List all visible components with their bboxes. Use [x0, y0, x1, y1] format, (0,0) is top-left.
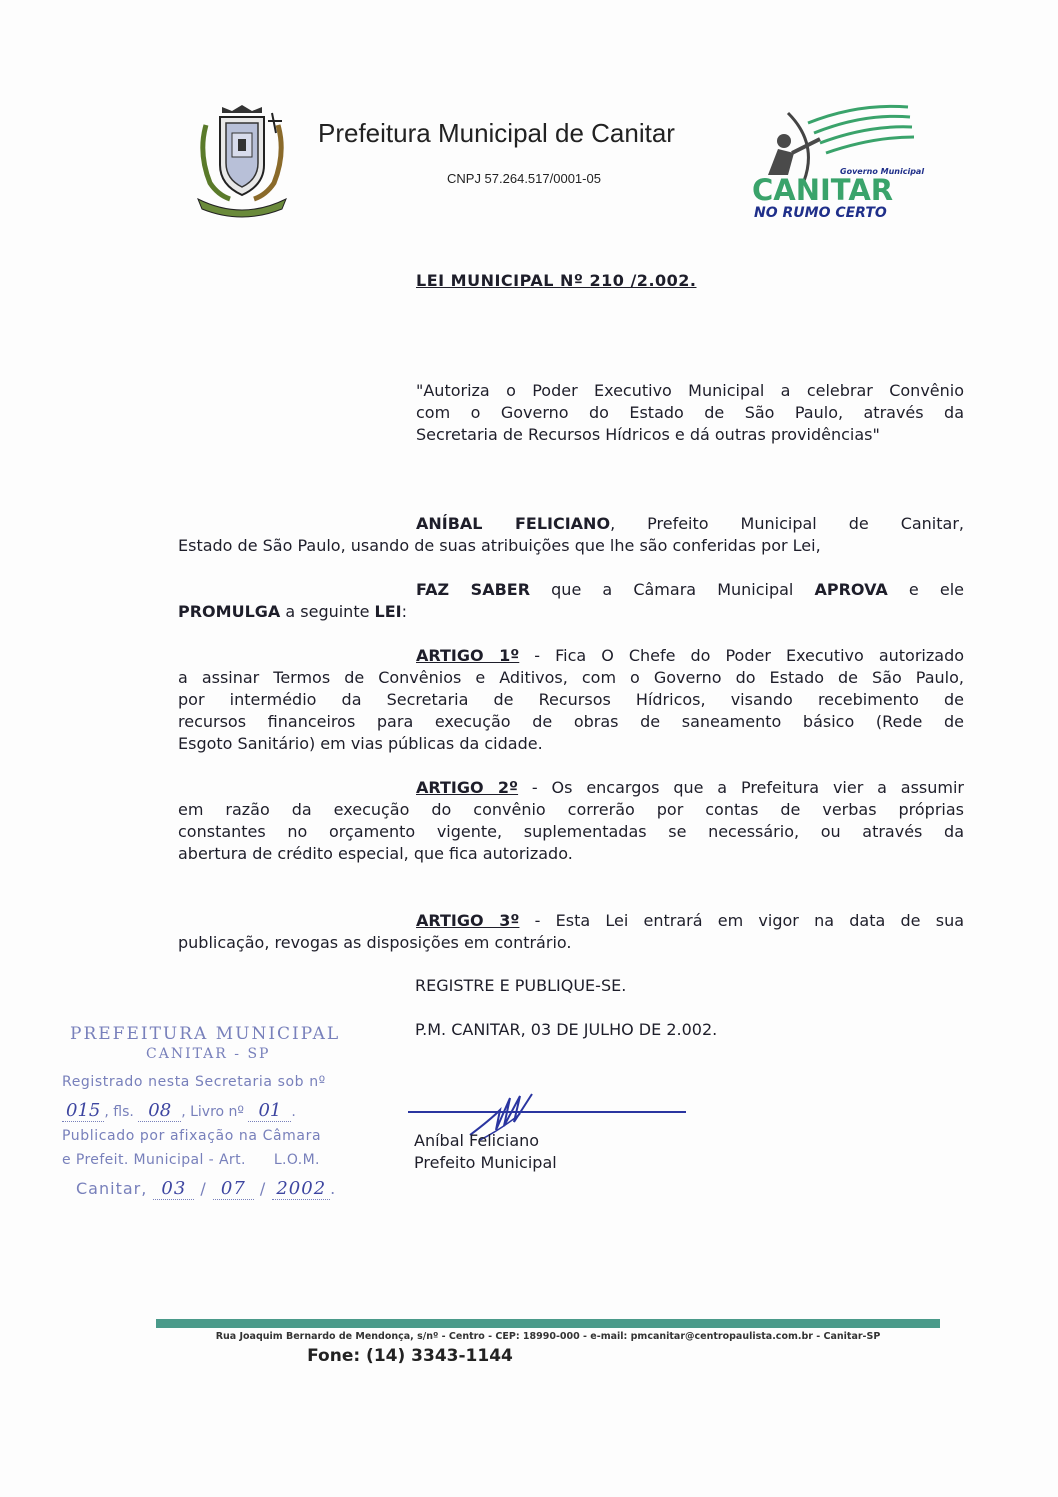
signer-role: Prefeito Municipal — [414, 1153, 557, 1172]
signature-line — [408, 1111, 686, 1113]
artigo-2: ARTIGO 2º - Os encargos que a Prefeitura vier a assumir em razão da execução do convênio correrão por contas de verbas próprias constantes no orçamento vigente, suplementadas se necessário, ou através da abertura de crédito especial, que fica autorizado. — [178, 778, 965, 863]
logo-name: CANITAR — [752, 173, 894, 207]
artigo-3-label: ARTIGO 3º — [416, 911, 520, 930]
ementa-line: "Autoriza o Poder Executivo Municipal a celebrar Convênio — [416, 381, 964, 400]
footer-bar — [156, 1319, 940, 1328]
logo-slogan: NO RUMO CERTO — [754, 205, 887, 221]
artigo-3: ARTIGO 3º - Esta Lei entrará em vigor na data de sua publicação, revogas as disposições em contrário. — [178, 911, 965, 952]
artigo-2-label: ARTIGO 2º — [416, 778, 519, 797]
signer-name: Aníbal Feliciano — [414, 1131, 540, 1150]
artigo-1: ARTIGO 1º - Fica O Chefe do Poder Executivo autorizado a assinar Termos de Convênios e Aditivos, com o Governo do Estado de São Paulo, por intermédio da Secretaria de Recursos Hídricos, visando recebimento de recursos financeiros para execução de obras de saneamento básico (Rede de Esgoto Sanitário) em vias públicas da cidade. — [178, 646, 965, 753]
law-ementa — [416, 380, 964, 446]
coat-of-arms-icon — [192, 103, 292, 221]
stamp-line: Publicado por afixação na Câmara — [62, 1128, 322, 1144]
place-date: P.M. CANITAR, 03 DE JULHO DE 2.002. — [415, 1020, 718, 1039]
intro-paragraph: ANÍBAL FELICIANO, Prefeito Municipal de Canitar, Estado de São Paulo, usando de suas atribuições que lhe são conferidas por Lei, — [178, 514, 964, 555]
canitar-logo — [748, 103, 932, 223]
logo-top-label: Governo Municipal — [840, 167, 925, 176]
header-cnpj: CNPJ 57.264.517/0001-05 — [447, 171, 601, 186]
stamp-title: PREFEITURA MUNICIPAL — [70, 1024, 341, 1044]
ementa-line: com o Governo do Estado de São Paulo, através da — [416, 403, 964, 422]
signature-block — [414, 1130, 557, 1174]
law-title: LEI MUNICIPAL Nº 210 /2.002. — [416, 271, 697, 290]
faz-saber-paragraph: FAZ SABER que a Câmara Municipal APROVA e ele PROMULGA a seguinte LEI: — [178, 580, 964, 621]
stamp-reg-number: 015 — [62, 1100, 104, 1122]
artigo-1-label: ARTIGO 1º — [416, 646, 520, 665]
stamp-line: e Prefeit. Municipal - Art. L.O.M. — [62, 1152, 320, 1168]
header-title: Prefeitura Municipal de Canitar — [318, 118, 675, 148]
mayor-name: ANÍBAL FELICIANO — [416, 514, 611, 533]
stamp-subtitle: CANITAR - SP — [146, 1046, 271, 1062]
stamp-registry-line: 015 , fls. 08 , Livro nº 01 . — [62, 1100, 296, 1121]
ementa-line: Secretaria de Recursos Hídricos e dá outras providências" — [416, 425, 880, 444]
footer-address: Rua Joaquim Bernardo de Mendonça, s/nº - Centro - CEP: 18990-000 - e-mail: pmcanitar@centropaulista.com.br - Canitar-SP — [215, 1331, 881, 1342]
stamp-line: Registrado nesta Secretaria sob nº — [62, 1074, 326, 1090]
footer-phone: Fone: (14) 3343-1144 — [307, 1346, 513, 1366]
stamp-date-line: Canitar, 03 / 07 / 2002 . — [76, 1178, 337, 1199]
registre-text: REGISTRE E PUBLIQUE-SE. — [415, 976, 627, 995]
